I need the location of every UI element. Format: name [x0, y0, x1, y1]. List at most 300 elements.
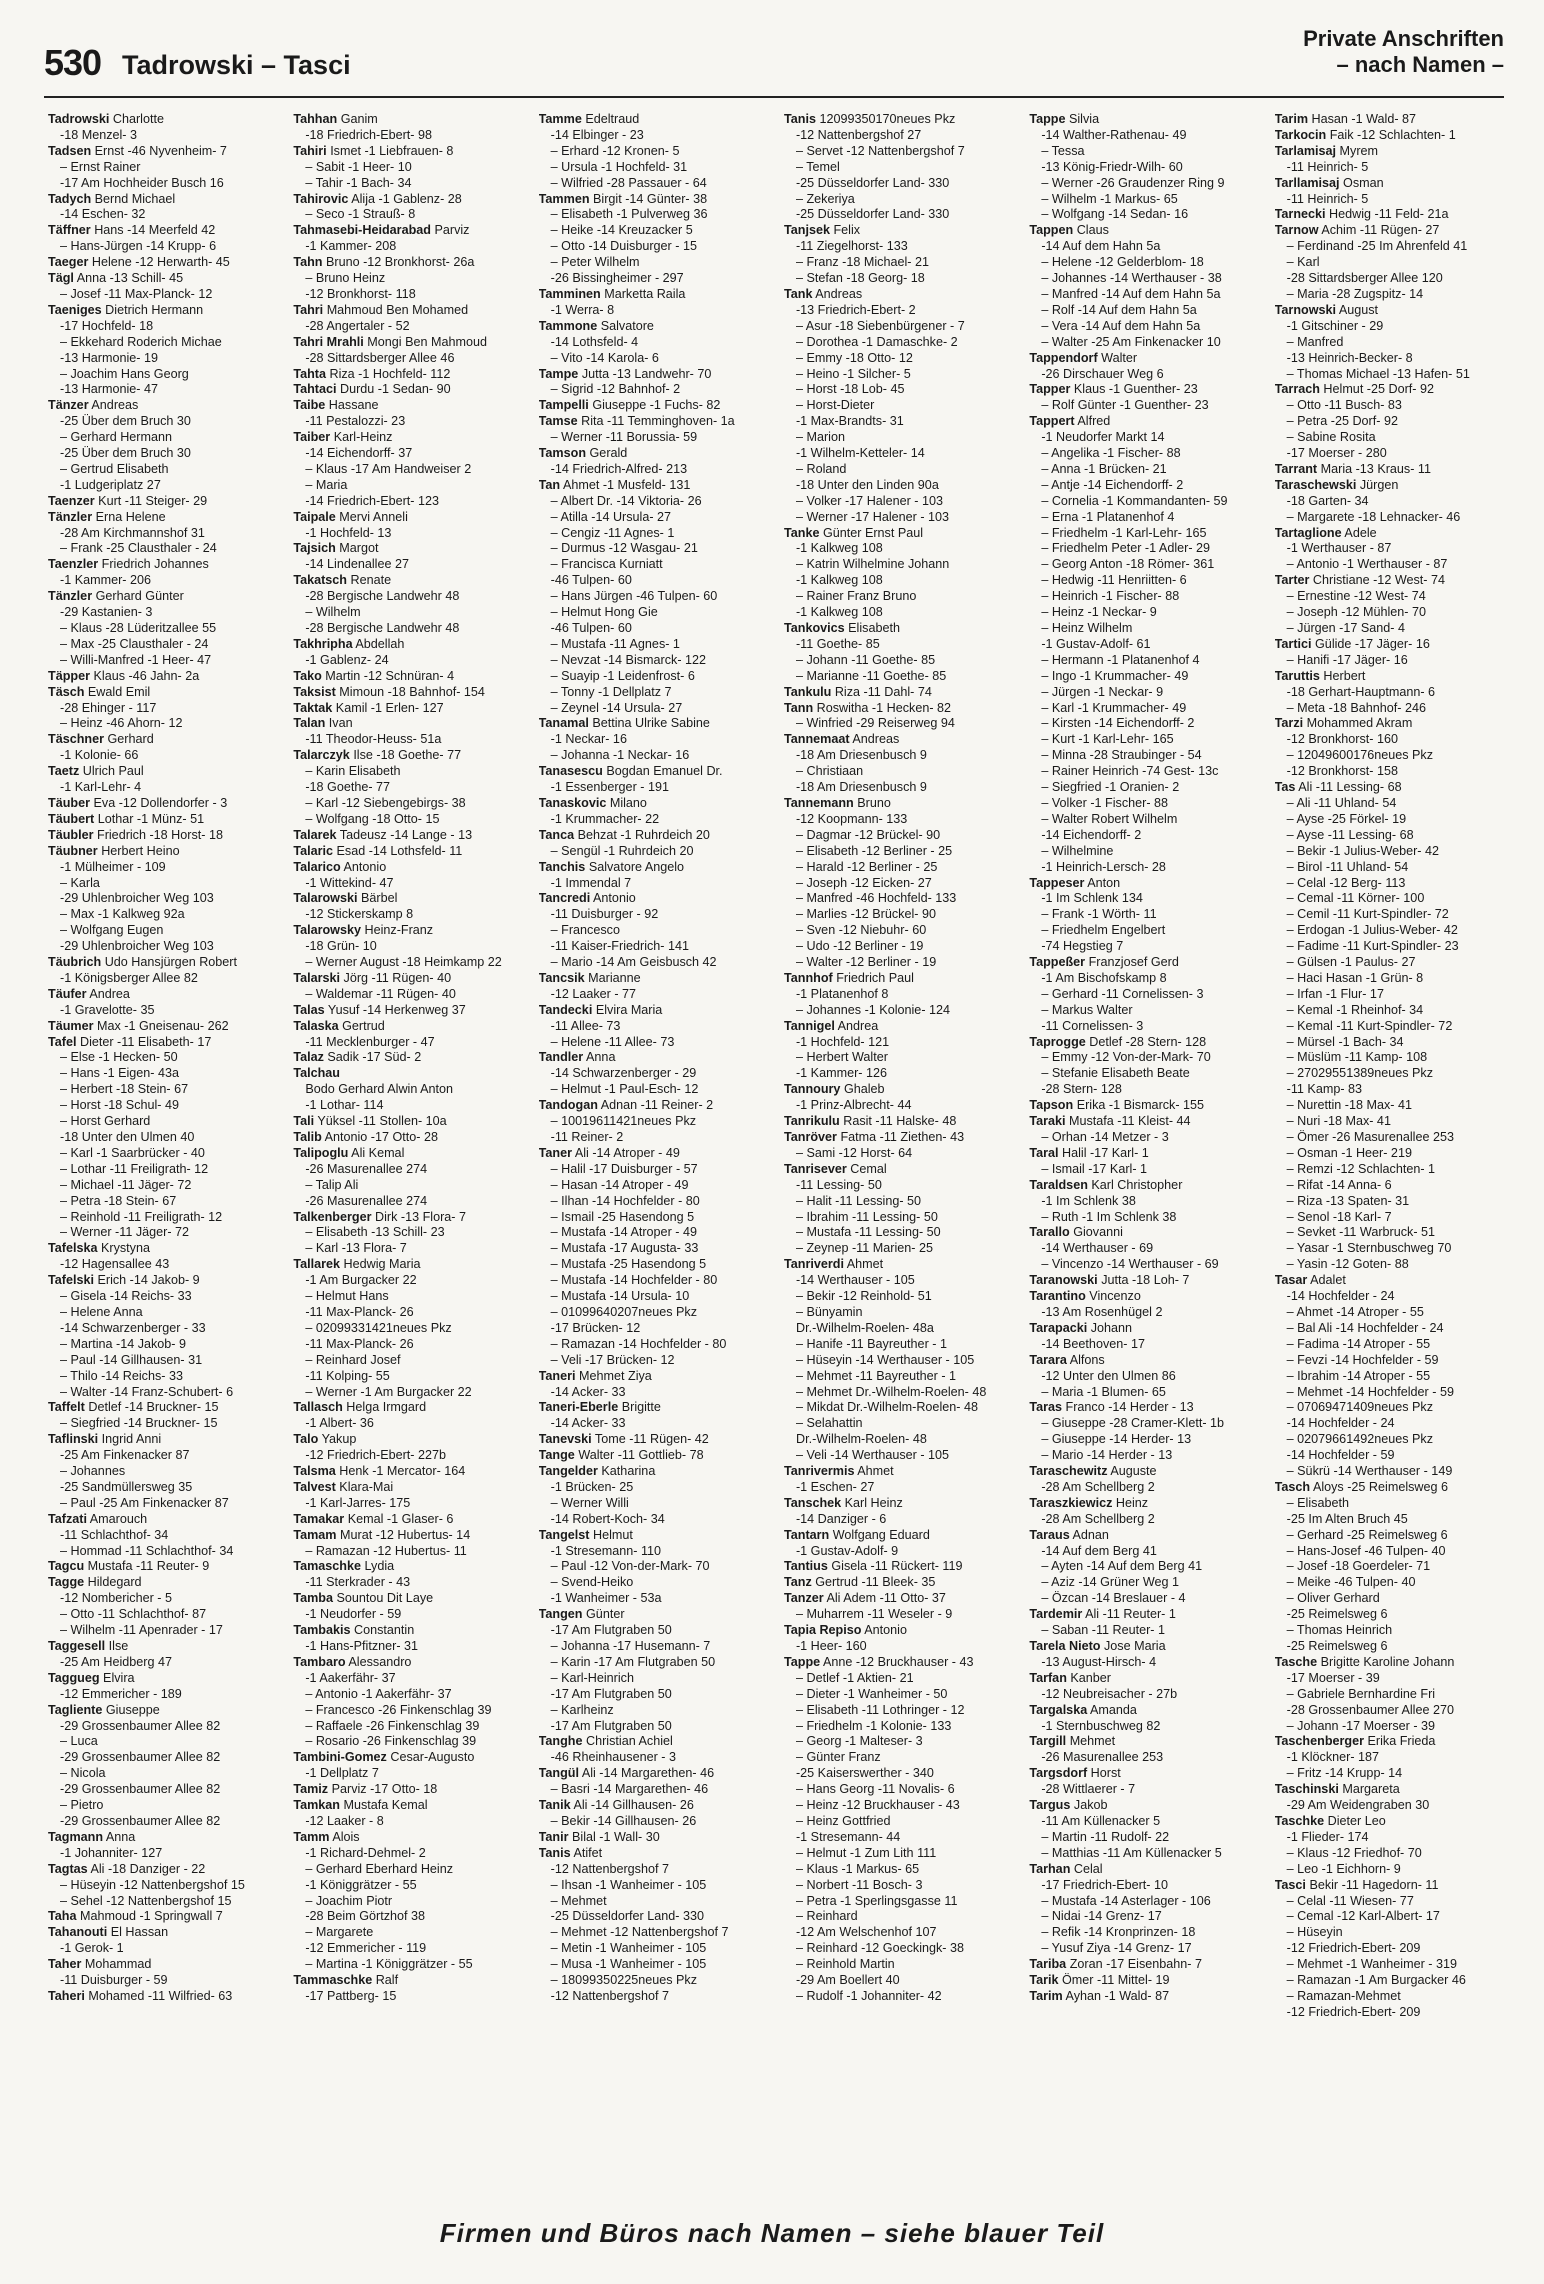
surname: Tasche: [1274, 1654, 1318, 1669]
directory-entry-line: [784, 732, 1017, 748]
entry-details: -14 Auf dem Berg 41: [1041, 1543, 1157, 1558]
directory-entry-line: [48, 128, 281, 144]
entry-details: -46 Tulpen- 60: [550, 573, 632, 588]
directory-entry-line: [1275, 891, 1508, 907]
surname: Talo: [293, 1432, 319, 1447]
surname: Tange: [538, 1448, 575, 1463]
entry-details: – Cemal -12 Karl-Albert- 17: [1286, 1909, 1440, 1924]
directory-entry-line: [293, 1575, 526, 1591]
entry-details: Mustafa -11 Reuter- 9: [87, 1559, 210, 1574]
directory-entry-line: [1029, 1496, 1262, 1512]
directory-entry-line: [784, 1130, 1017, 1146]
entry-details: Esad -14 Lothsfeld- 11: [336, 843, 463, 858]
entry-details: Amanda: [1090, 1702, 1137, 1717]
directory-entry-line: [293, 1528, 526, 1544]
entry-details: Giovanni: [1073, 1225, 1123, 1240]
entry-details: -29 Am Weidengraben 30: [1286, 1798, 1430, 1813]
entry-details: – Rolf Günter -1 Guenther- 23: [1041, 398, 1209, 413]
surname: Tancredi: [538, 891, 591, 906]
directory-entry-line: [784, 303, 1017, 319]
entry-details: Jose Maria: [1103, 1639, 1166, 1653]
entry-details: – Petra -25 Dorf- 92: [1286, 414, 1398, 429]
directory-entry-line: [48, 1273, 281, 1289]
entry-details: – Fadime -11 Kurt-Spindler- 23: [1286, 939, 1459, 954]
directory-entry-line: [293, 637, 526, 653]
entry-details: – Michael -11 Jäger- 72: [60, 1177, 192, 1192]
entry-details: – Detlef -1 Aktien- 21: [795, 1670, 914, 1685]
entry-details: – Ferdinand -25 Im Ahrenfeld 41: [1286, 239, 1468, 254]
entry-details: – Reinhard Josef: [305, 1352, 401, 1367]
directory-entry-line: [1275, 812, 1508, 828]
directory-entry-line: [784, 144, 1017, 160]
entry-details: Gertrud -11 Bleek- 35: [815, 1575, 936, 1590]
entry-details: Roswitha -1 Hecken- 82: [816, 700, 952, 715]
entry-details: -17 Friedrich-Ebert- 10: [1041, 1877, 1169, 1892]
surname: Tambakis: [293, 1623, 351, 1638]
entry-details: Detlef -14 Bruckner- 15: [88, 1400, 219, 1415]
entry-details: – Osman -1 Heer- 219: [1286, 1145, 1412, 1160]
surname: Tarfan: [1029, 1670, 1067, 1685]
surname: Täsch: [48, 684, 85, 699]
directory-entry-line: [48, 1559, 281, 1575]
surname: Tägl: [48, 271, 74, 286]
directory-entry-line: [784, 1464, 1017, 1480]
entry-details: – Cengiz -11 Agnes- 1: [550, 525, 675, 540]
entry-details: – Heinz -12 Bruckhauser - 43: [795, 1798, 960, 1813]
directory-entry-line: [784, 1114, 1017, 1130]
directory-entry-line: [293, 860, 526, 876]
entry-details: Elvira Maria: [595, 1002, 663, 1017]
entry-details: – Giuseppe -28 Cramer-Klett- 1b: [1041, 1416, 1225, 1431]
entry-details: -28 Am Kirchmannshof 31: [60, 525, 205, 540]
entry-details: -12 Nattenbergshof 7: [550, 1988, 669, 2003]
directory-entry-line: [1029, 557, 1262, 573]
surname: Tarim: [1029, 1988, 1063, 2003]
directory-entry-line: [293, 1321, 526, 1337]
surname: Tapper: [1029, 382, 1071, 397]
directory-entry-line: [1275, 494, 1508, 510]
directory-entry-line: [784, 255, 1017, 271]
entry-details: Alessandro: [348, 1654, 412, 1669]
entry-details: – Karlheinz: [550, 1702, 614, 1717]
entry-details: Faik -12 Schlachten- 1: [1329, 127, 1456, 142]
directory-entry-line: [48, 907, 281, 923]
entry-details: -26 Masurenallee 253: [1041, 1750, 1164, 1765]
directory-entry-line: [1275, 923, 1508, 939]
entry-details: – Werner -26 Graudenzer Ring 9: [1041, 175, 1225, 190]
directory-entry-line: [1275, 1066, 1508, 1082]
entry-details: – Elisabeth -1 Pulverweg 36: [550, 207, 708, 222]
directory-entry-line: [1029, 939, 1262, 955]
directory-entry-line: [293, 1544, 526, 1560]
entry-details: -11 Theodor-Heuss- 51a: [305, 732, 442, 747]
surname: Tappe: [1029, 112, 1066, 126]
directory-entry-line: [293, 605, 526, 621]
directory-entry-line: [48, 971, 281, 987]
directory-entry-line: [293, 573, 526, 589]
directory-entry-line: [48, 637, 281, 653]
footer-note: Firmen und Büros nach Namen – siehe blauer Teil: [439, 2218, 1105, 2248]
entry-details: Horst: [1090, 1766, 1121, 1781]
directory-entry-line: [1275, 223, 1508, 239]
surname: Taktak: [293, 700, 333, 715]
entry-details: – Yasar -1 Sternbuschweg 70: [1286, 1241, 1452, 1256]
directory-entry-line: [784, 1687, 1017, 1703]
directory-entry-line: [48, 430, 281, 446]
entry-details: Marketta Raila: [604, 286, 686, 301]
surname: Tahhan: [293, 112, 338, 126]
entry-details: Felix: [833, 223, 861, 238]
directory-entry-line: [1275, 1766, 1508, 1782]
entry-details: Riza -11 Dahl- 74: [834, 684, 932, 699]
directory-entry-line: [48, 1289, 281, 1305]
directory-entry-line: [48, 351, 281, 367]
directory-entry-line: [48, 1114, 281, 1130]
entry-details: – Klaus -28 Lüderitzallee 55: [60, 621, 217, 635]
entry-details: -18 Garten- 34: [1286, 493, 1369, 508]
surname: Takatsch: [293, 573, 347, 588]
entry-details: -1 Kammer- 208: [305, 239, 397, 254]
entry-details: -1 Sternbuschweg 82: [1041, 1718, 1161, 1733]
directory-entry-line: [784, 1719, 1017, 1735]
surname: Tancsik: [538, 970, 585, 985]
entry-details: -25 Im Alten Bruch 45: [1286, 1511, 1408, 1526]
entry-details: – Ramazan-Mehmet: [1286, 1988, 1401, 2003]
directory-entry-line: [1275, 573, 1508, 589]
directory-entry-line: [1029, 1225, 1262, 1241]
directory-entry-line: [48, 1385, 281, 1401]
directory-entry-line: [1275, 907, 1508, 923]
directory-entry-line: [1275, 780, 1508, 796]
directory-entry-line: [539, 1353, 772, 1369]
directory-entry-line: [48, 526, 281, 542]
entry-details: -25 Düsseldorfer Land- 330: [795, 207, 950, 222]
entry-details: Lydia: [364, 1559, 395, 1574]
entry-details: Brigitte: [621, 1400, 661, 1415]
surname: Tarallo: [1029, 1225, 1070, 1240]
directory-entry-line: [539, 1448, 772, 1464]
entry-details: – Rainer Heinrich -74 Gest- 13c: [1041, 764, 1219, 779]
surname: Tambaro: [293, 1654, 346, 1669]
directory-column-5: [1029, 112, 1262, 2192]
directory-entry-line: [293, 1925, 526, 1941]
entry-details: – Frank -1 Wörth- 11: [1041, 907, 1157, 922]
entry-details: Lothar -1 Münz- 51: [97, 811, 205, 826]
surname: Tandler: [538, 1050, 584, 1065]
surname: Tanasescu: [538, 764, 603, 779]
entry-details: – Johannes: [60, 1464, 126, 1479]
directory-entry-line: [1275, 876, 1508, 892]
directory-entry-line: [1029, 860, 1262, 876]
entry-details: – Helmut -1 Zum Lith 111: [795, 1845, 937, 1860]
surname: Tagge: [48, 1575, 85, 1590]
entry-details: – Ibrahim -11 Lessing- 50: [795, 1209, 938, 1224]
surname: Tarllamisaj: [1274, 175, 1340, 190]
entry-details: – Wilhelm: [305, 605, 361, 620]
directory-entry-line: [784, 844, 1017, 860]
entry-details: -12 Friedrich-Ebert- 227b: [305, 1448, 447, 1463]
directory-entry-line: [293, 812, 526, 828]
directory-entry-line: [48, 1019, 281, 1035]
directory-entry-line: [784, 1703, 1017, 1719]
entry-details: Fatma -11 Ziethen- 43: [840, 1130, 965, 1144]
entry-details: -1 Gustav-Adolf- 61: [1041, 636, 1151, 651]
entry-details: Osman: [1343, 175, 1384, 190]
directory-entry-line: [784, 382, 1017, 398]
entry-details: -1 Gitschiner - 29: [1286, 318, 1384, 333]
directory-entry-line: [48, 255, 281, 271]
directory-entry-line: [1275, 510, 1508, 526]
entry-details: Mimoun -18 Bahnhof- 154: [339, 684, 485, 699]
directory-entry-line: [293, 1766, 526, 1782]
entry-details: – Mehmet: [550, 1893, 607, 1908]
entry-details: -14 Walther-Rathenau- 49: [1041, 127, 1187, 142]
entry-details: – Seco -1 Strauß- 8: [305, 207, 416, 222]
directory-entry-line: [1029, 1528, 1262, 1544]
entry-details: – Hermann -1 Platanenhof 4: [1041, 652, 1200, 667]
entry-details: Helmut -25 Dorf- 92: [1323, 382, 1435, 397]
entry-details: -1 Max-Brandts- 31: [795, 414, 904, 429]
directory-entry-line: [293, 780, 526, 796]
directory-entry-line: [539, 621, 772, 637]
entry-details: – Roland: [795, 461, 847, 476]
entry-details: – Paul -25 Am Finkenacker 87: [60, 1495, 229, 1510]
directory-entry-line: [1029, 1035, 1262, 1051]
entry-details: Ralf: [375, 1973, 399, 1988]
directory-entry-line: [48, 398, 281, 414]
entry-details: – Halil -17 Duisburger - 57: [550, 1161, 698, 1176]
directory-entry-line: [48, 605, 281, 621]
directory-entry-line: [539, 557, 772, 573]
directory-entry-line: [539, 287, 772, 303]
directory-entry-line: [293, 1225, 526, 1241]
entry-details: -1 Klöckner- 187: [1286, 1750, 1380, 1765]
entry-details: -25 Düsseldorfer Land- 330: [795, 175, 950, 190]
directory-entry-line: [784, 287, 1017, 303]
surname: Talaric: [293, 843, 333, 858]
directory-entry-line: [48, 414, 281, 430]
entry-details: – Gisela -14 Reichs- 33: [60, 1289, 192, 1304]
entry-details: -25 Reimelsweg 6: [1286, 1607, 1388, 1622]
entry-details: – Heino -1 Silcher- 5: [795, 366, 911, 381]
directory-entry-line: [784, 1512, 1017, 1528]
entry-details: Achim -11 Rügen- 27: [1321, 223, 1440, 238]
entry-details: – Erna -1 Platanenhof 4: [1041, 509, 1175, 524]
surname: Tantius: [783, 1559, 828, 1574]
directory-entry-line: [48, 494, 281, 510]
surname: Tamba: [293, 1591, 333, 1606]
directory-entry-line: [1029, 1544, 1262, 1560]
surname: Tanaskovic: [538, 795, 607, 810]
entry-details: – Rosario -26 Finkenschlag 39: [305, 1734, 477, 1749]
directory-entry-line: [48, 716, 281, 732]
entry-details: – Leo -1 Eichhorn- 9: [1286, 1861, 1401, 1876]
entry-details: Charlotte: [112, 112, 164, 126]
entry-details: – Gerhard -11 Cornelissen- 3: [1041, 986, 1204, 1001]
entry-details: – Mustafa -14 Hochfelder - 80: [550, 1273, 718, 1288]
entry-details: -28 Angertaler - 52: [305, 318, 410, 333]
directory-entry-line: [1275, 478, 1508, 494]
entry-details: – Siegfried -1 Oranien- 2: [1041, 780, 1180, 795]
entry-details: -11 Cornelissen- 3: [1041, 1018, 1144, 1033]
entry-details: -28 Ehinger - 117: [60, 700, 157, 715]
surname: Talarowsky: [293, 923, 361, 938]
directory-entry-line: [48, 1750, 281, 1766]
directory-entry-line: [539, 589, 772, 605]
directory-entry-line: [539, 335, 772, 351]
directory-entry-line: [1275, 1719, 1508, 1735]
directory-entry-line: [293, 1305, 526, 1321]
directory-entry-line: [1275, 732, 1508, 748]
entry-details: -14 Eschen- 32: [60, 207, 146, 222]
entry-details: Riza -1 Hochfeld- 112: [329, 366, 451, 381]
surname: Tamminen: [538, 286, 601, 301]
entry-details: -26 Masurenallee 274: [305, 1193, 428, 1208]
entry-details: – Peter Wilhelm: [550, 255, 640, 270]
surname: Täubner: [48, 843, 98, 858]
entry-details: – 18099350225neues Pkz: [550, 1973, 698, 1988]
entry-details: – Nidai -14 Grenz- 17: [1041, 1909, 1162, 1924]
entry-details: -1 Wanheimer - 53a: [550, 1591, 662, 1606]
entry-details: – Mario -14 Am Geisbusch 42: [550, 955, 717, 970]
entry-details: Adnan -11 Reiner- 2: [600, 1098, 714, 1113]
surname: Taksist: [293, 684, 336, 699]
entry-details: – Waldemar -11 Rügen- 40: [305, 986, 456, 1001]
surname: Tahn: [293, 255, 323, 270]
entry-details: -12 Koopmann- 133: [795, 811, 908, 826]
directory-entry-line: [1275, 1798, 1508, 1814]
surname: Talarico: [293, 859, 341, 874]
entry-details: Anna: [105, 1829, 136, 1844]
entry-details: -11 Kamp- 83: [1286, 1082, 1363, 1097]
directory-entry-line: [784, 939, 1017, 955]
directory-entry-line: [1275, 1575, 1508, 1591]
entry-details: – Ismail -25 Hasendong 5: [550, 1209, 695, 1224]
entry-details: – Georg Anton -18 Römer- 361: [1041, 557, 1215, 572]
directory-entry-line: [539, 1257, 772, 1273]
entry-details: Yüksel -11 Stollen- 10a: [317, 1114, 447, 1129]
entry-details: Detlef -28 Stern- 128: [1089, 1034, 1207, 1049]
surname: Tanz: [783, 1575, 812, 1590]
entry-details: -1 Neudorfer - 59: [305, 1607, 402, 1622]
entry-details: – Emmy -18 Otto- 12: [795, 350, 913, 365]
entry-details: – Wolfgang -18 Otto- 15: [305, 811, 440, 826]
entry-details: – Nuri -18 Max- 41: [1286, 1114, 1391, 1129]
directory-entry-line: [784, 1925, 1017, 1941]
directory-entry-line: [784, 462, 1017, 478]
directory-entry-line: [293, 398, 526, 414]
entry-details: -14 Lothsfeld- 4: [550, 334, 639, 349]
entry-details: – Maria -1 Blumen- 65: [1041, 1384, 1166, 1399]
directory-entry-line: [539, 1210, 772, 1226]
directory-entry-line: [539, 382, 772, 398]
directory-entry-line: [539, 271, 772, 287]
entry-details: Klaus -46 Jahn- 2a: [93, 668, 200, 683]
surname: Tarapacki: [1029, 1320, 1088, 1335]
surname: Taflinski: [48, 1432, 99, 1447]
entry-details: – Stefan -18 Georg- 18: [795, 271, 925, 286]
directory-entry-line: [539, 1003, 772, 1019]
directory-entry-line: [293, 891, 526, 907]
entry-details: – Refik -14 Kronprinzen- 18: [1041, 1925, 1196, 1940]
directory-entry-line: [1029, 1909, 1262, 1925]
entry-details: – Mustafa -17 Augusta- 33: [550, 1241, 699, 1256]
entry-details: – Petra -18 Stein- 67: [60, 1193, 177, 1208]
entry-details: Christian Achiel: [586, 1734, 673, 1749]
directory-entry-line: [293, 1782, 526, 1798]
directory-entry-line: [539, 1734, 772, 1750]
directory-entry-line: [539, 1162, 772, 1178]
entry-details: – Mustafa -25 Hasendong 5: [550, 1257, 707, 1272]
entry-details: – Sabine Rosita: [1286, 430, 1376, 445]
entry-details: – Herbert -18 Stein- 67: [60, 1082, 189, 1097]
entry-details: -18 Am Driesenbusch 9: [795, 748, 927, 763]
entry-details: Myrem: [1339, 143, 1379, 158]
directory-entry-line: [1275, 351, 1508, 367]
directory-entry-line: [293, 844, 526, 860]
entry-details: -18 Menzel- 3: [60, 127, 137, 142]
directory-entry-line: [1275, 1464, 1508, 1480]
entry-details: – Sami -12 Horst- 64: [795, 1145, 913, 1160]
directory-column-4: [784, 112, 1017, 2192]
directory-entry-line: [293, 1353, 526, 1369]
directory-entry-line: [1029, 192, 1262, 208]
directory-entry-line: [539, 255, 772, 271]
directory-entry-line: [539, 1639, 772, 1655]
directory-entry-line: [1029, 287, 1262, 303]
surname: Taraschewitz: [1029, 1464, 1108, 1479]
directory-entry-line: [1275, 1416, 1508, 1432]
directory-entry-line: [293, 1289, 526, 1305]
directory-entry-line: [1275, 1814, 1508, 1830]
entry-details: – Winfried -29 Reiserweg 94: [795, 716, 955, 731]
entry-details: Dieter Leo: [1327, 1813, 1386, 1828]
entry-details: – Ramazan -1 Am Burgacker 46: [1286, 1973, 1466, 1988]
entry-details: -29 Grossenbaumer Allee 82: [60, 1750, 221, 1765]
entry-details: – Mustafa -14 Atroper - 49: [550, 1225, 697, 1240]
directory-entry-line: [293, 1480, 526, 1496]
directory-entry-line: [784, 160, 1017, 176]
directory-entry-line: [48, 812, 281, 828]
entry-details: -14 Beethoven- 17: [1041, 1336, 1145, 1351]
surname: Tafelski: [48, 1273, 94, 1288]
directory-entry-line: [784, 987, 1017, 1003]
entry-details: – Luca: [60, 1734, 98, 1749]
entry-details: – Margarete: [305, 1925, 374, 1940]
entry-details: – Ursula -1 Hochfeld- 31: [550, 159, 688, 174]
entry-details: – Hüseyin -14 Werthauser - 105: [795, 1352, 975, 1367]
entry-details: – Mikdat Dr.-Wilhelm-Roelen- 48: [795, 1400, 978, 1415]
entry-details: Renate: [350, 573, 392, 588]
entry-details: – Haci Hasan -1 Grün- 8: [1286, 970, 1424, 985]
entry-details: -17 Am Flutgraben 50: [550, 1686, 672, 1701]
directory-entry-line: [1029, 382, 1262, 398]
directory-entry-line: [784, 398, 1017, 414]
entry-details: – Matthias -11 Am Küllenacker 5: [1041, 1845, 1222, 1860]
directory-entry-line: [784, 1973, 1017, 1989]
entry-details: Antonio -17 Otto- 28: [324, 1130, 439, 1144]
entry-details: -14 Hochfelder - 24: [1286, 1289, 1395, 1304]
entry-details: August: [1338, 302, 1379, 317]
surname: Tappeßer: [1029, 955, 1086, 970]
entry-details: -1 Am Burgacker 22: [305, 1273, 417, 1288]
surname: Talarczyk: [293, 748, 350, 763]
entry-details: -12 Laaker - 8: [305, 1813, 384, 1828]
directory-entry-line: [1275, 207, 1508, 223]
directory-entry-line: [784, 1575, 1017, 1591]
surname: Tallarek: [293, 1257, 341, 1272]
entry-details: – Karl -1 Krummacher- 49: [1041, 700, 1187, 715]
